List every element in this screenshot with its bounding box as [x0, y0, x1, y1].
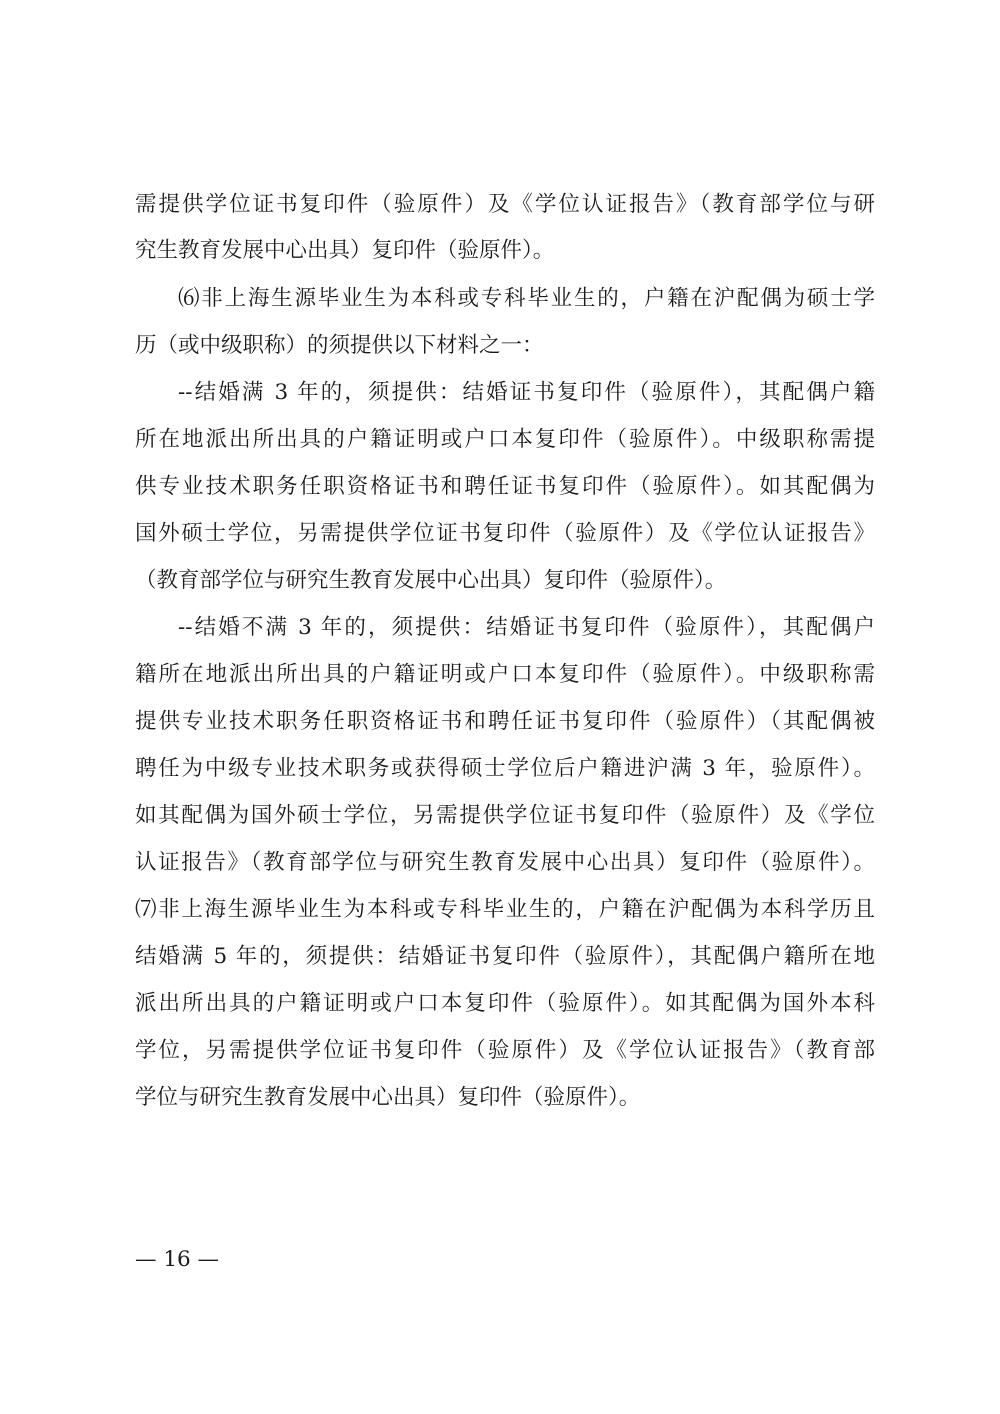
body-line-2: 究生教育发展中心出具）复印件（验原件）。 [135, 238, 555, 263]
body-line-10: --结婚不满 3 年的，须提供：结婚证书复印件（验原件），其配偶户 [178, 615, 875, 640]
body-line-1: 需提供学位证书复印件（验原件）及《学位认证报告》（教育部学位与研 [135, 192, 875, 217]
body-line-6: 所在地派出所出具的户籍证明或户口本复印件（验原件）。中级职称需提 [135, 427, 875, 452]
body-line-19: 学位，另需提供学位证书复印件（验原件）及《学位认证报告》（教育部 [135, 1038, 875, 1063]
body-line-18: 派出所出具的户籍证明或户口本复印件（验原件）。如其配偶为国外本科 [135, 991, 875, 1016]
body-line-8: 国外硕士学位，另需提供学位证书复印件（验原件）及《学位认证报告》 [135, 521, 875, 546]
body-line-20: 学位与研究生教育发展中心出具）复印件（验原件）。 [135, 1085, 641, 1110]
body-line-7: 供专业技术职务任职资格证书和聘任证书复印件（验原件）。如其配偶为 [135, 474, 875, 499]
body-line-13: 聘任为中级专业技术职务或获得硕士学位后户籍进沪满 3 年，验原件）。 [135, 756, 875, 781]
page-number: — 16 — [135, 1247, 220, 1272]
body-line-12: 提供专业技术职务任职资格证书和聘任证书复印件（验原件）（其配偶被 [135, 709, 875, 734]
body-line-17: 结婚满 5 年的，须提供：结婚证书复印件（验原件），其配偶户籍所在地 [135, 944, 875, 969]
body-line-5: --结婚满 3 年的，须提供：结婚证书复印件（验原件），其配偶户籍 [178, 380, 875, 405]
body-line-9: （教育部学位与研究生教育发展中心出具）复印件（验原件）。 [135, 568, 727, 593]
body-line-16: ⑺非上海生源毕业生为本科或专科毕业生的，户籍在沪配偶为本科学历且 [135, 897, 875, 922]
body-line-15: 认证报告》（教育部学位与研究生教育发展中心出具）复印件（验原件）。 [135, 850, 875, 875]
body-line-3: ⑹非上海生源毕业生为本科或专科毕业生的，户籍在沪配偶为硕士学 [178, 286, 875, 311]
body-line-14: 如其配偶为国外硕士学位，另需提供学位证书复印件（验原件）及《学位 [135, 803, 875, 828]
body-line-11: 籍所在地派出所出具的户籍证明或户口本复印件（验原件）。中级职称需 [135, 662, 875, 687]
body-line-4: 历（或中级职称）的须提供以下材料之一： [135, 333, 544, 358]
